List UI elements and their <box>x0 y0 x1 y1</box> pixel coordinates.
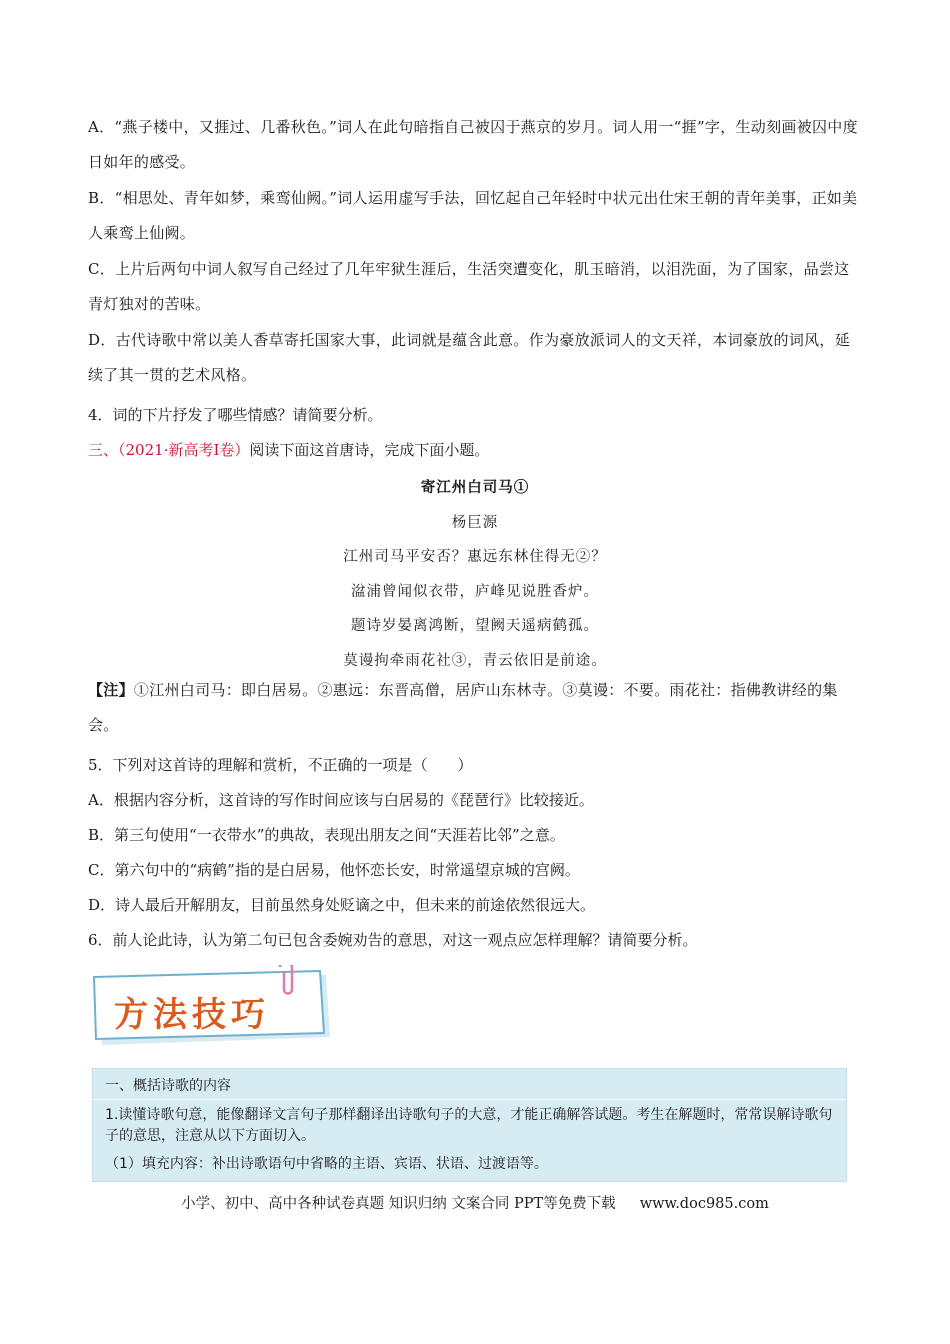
poem-author: 杨巨源 <box>451 515 499 531</box>
poem-title: 寄江州白司马① <box>420 479 530 496</box>
note-text: ①江州白司马：即白居易。②惠远：东晋高僧，居庐山东林寺。③莫谩：不要。雨花社：指佛教讲经的集会。 <box>88 681 838 734</box>
poem-line: 莫谩拘牵雨花社③，青云依旧是前途。 <box>343 653 607 669</box>
section-3-number: 三、 <box>88 441 119 459</box>
poem-line: 江州司马平安否？惠远东林住得无②？ <box>343 549 607 565</box>
section-3-heading <box>88 439 489 460</box>
poem-line: 题诗岁晏离鸿断，望阙天遥病鹤孤。 <box>351 618 599 634</box>
q3-option-d: D．古代诗歌中常以美人香草寄托国家大事，此词就是蕴含此意。作为豪放派词人的文天祥，本词豪放的词风，延续了其一贯的艺术风格。 <box>88 331 851 384</box>
question-4: 4．词的下片抒发了哪些情感？请简要分析。 <box>88 406 383 424</box>
q3-option-b: B．“相思处、青年如梦，乘鸾仙阙。”词人运用虚写手法，回忆起自己年轻时中状元出仕宋王朝的青年美事，正如美人乘鸾上仙阙。 <box>88 189 858 242</box>
q5-option-d: D．诗人最后开解朋友，目前虽然身处贬谪之中，但未来的前途依然很远大。 <box>88 896 596 914</box>
question-5-stem: 5．下列对这首诗的理解和赏析，不正确的一项是（ ） <box>88 756 473 774</box>
note-label: 【注】 <box>88 681 134 699</box>
banner-title: 方法技巧 <box>114 995 270 1035</box>
q3-option-a: A．“燕子楼中，又捱过、几番秋色。”词人在此句暗指自己被囚于燕京的岁月。词人用一“捱”字，生动刻画被囚中度日如年的感受。 <box>88 118 858 171</box>
poem-note <box>88 673 863 743</box>
method-heading-row <box>93 1069 846 1100</box>
q3-option-c: C．上片后两句中词人叙写自己经过了几年牢狱生涯后，生活突遭变化，肌玉暗消，以泪洗面，为了国家，品尝这青灯独对的苦味。 <box>88 260 850 313</box>
section-3-instruction: 阅读下面这首唐诗，完成下面小题。 <box>249 441 490 459</box>
footer-site-link[interactable]: www.doc985.com <box>639 1196 769 1212</box>
method-box <box>92 1068 847 1182</box>
page-footer <box>0 1192 950 1213</box>
q5-option-a: A．根据内容分析，这首诗的写作时间应该与白居易的《琵琶行》比较接近。 <box>88 791 594 809</box>
q5-option-b: B．第三句使用“一衣带水”的典故，表现出朋友之间“天涯若比邻”之意。 <box>88 826 565 844</box>
poem-line: 湓浦曾闻似衣带，庐峰见说胜香炉。 <box>351 584 599 600</box>
method-banner <box>92 965 336 1049</box>
question-6: 6．前人论此诗，认为第二句已包含委婉劝告的意思，对这一观点应怎样理解？请简要分析。 <box>88 931 698 949</box>
q5-option-c: C．第六句中的“病鹤”指的是白居易，他怀恋长安，时常遥望京城的宫阙。 <box>88 861 580 879</box>
method-heading: 一、概括诗歌的内容 <box>105 1078 231 1094</box>
exam-source-tag: （2021·新高考Ⅰ卷） <box>118 441 250 459</box>
method-body: 1.读懂诗歌句意，能像翻译文言句子那样翻译出诗歌句子的大意，才能正确解答试题。考生在解题时，常常误解诗歌句子的意思，注意从以下方面切入。 <box>105 1107 833 1144</box>
footer-text: 小学、初中、高中各种试卷真题 知识归纳 文案合同 PPT等免费下载 <box>181 1196 616 1212</box>
method-sub-point: （1）填充内容：补出诗歌语句中省略的主语、宾语、状语、过渡语等。 <box>105 1156 548 1172</box>
